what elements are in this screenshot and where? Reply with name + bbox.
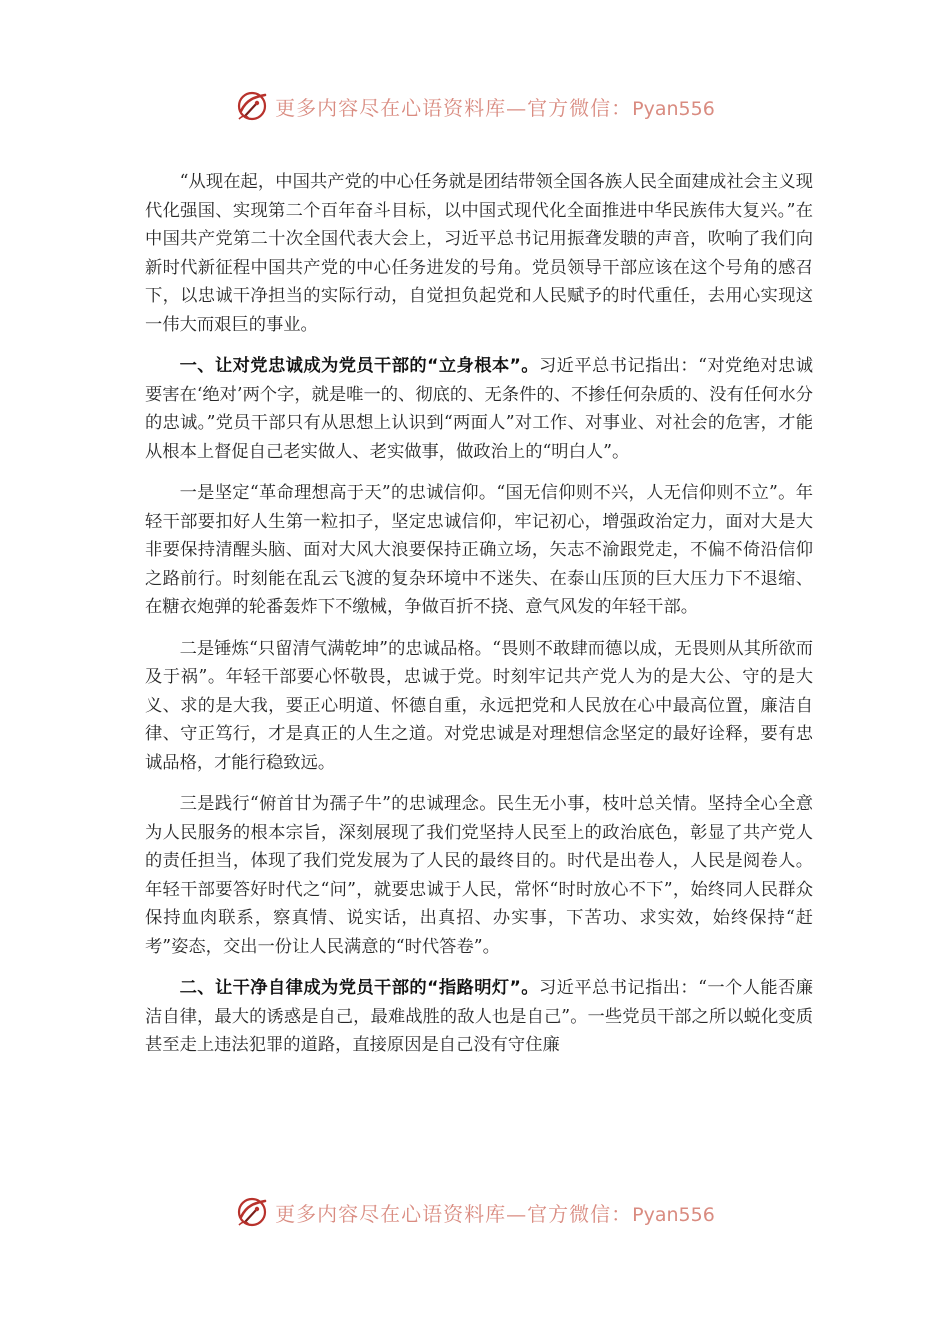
brand-logo-icon: [235, 89, 269, 123]
header-banner: [0, 84, 950, 128]
section-heading-1: 一、让对党忠诚成为党员干部的“立身根本”。: [179, 356, 539, 376]
document-body: [145, 168, 813, 1073]
paragraph-intro: “从现在起，中国共产党的中心任务就是团结带领全国各族人民全面建成社会主义现代化强国、实现第二个百年奋斗目标，以中国式现代化全面推进中华民族伟大复兴。”在中国共产党第二十次全国代表大会上，习近平总书记用振聋发聩的声音，吹响了我们向新时代新征程中国共产党的中心任务进发的号角。党员领导干部应该在这个号角的感召下，以忠诚干净担当的实际行动，自觉担负起党和人民赋予的时代重任，去用心实现这一伟大而艰巨的事业。: [145, 172, 813, 335]
paragraph-point-2: 二是锤炼“只留清气满乾坤”的忠诚品格。“畏则不敢肆而德以成，无畏则从其所欲而及于祸”。年轻干部要心怀敬畏，忠诚于党。时刻牢记共产党人为的是大公、守的是大义、求的是大我，要正心明道、怀德自重，永远把党和人民放在心中最高位置，廉洁自律、守正笃行，才是真正的人生之道。对党忠诚是对理想信念坚定的最好诠释，要有忠诚品格，才能行稳致远。: [145, 638, 813, 773]
paragraph-point-3: 三是践行“俯首甘为孺子牛”的忠诚理念。民生无小事，枝叶总关情。坚持全心全意为人民服务的根本宗旨，深刻展现了我们党坚持人民至上的政治底色，彰显了共产党人的责任担当，体现了我们党发展为了人民的最终目的。时代是出卷人，人民是阅卷人。年轻干部要答好时代之“问”，就要忠诚于人民，常怀“时时放心不下”，始终同人民群众保持血肉联系，察真情、说实话，出真招、办实事，下苦功、求实效，始终保持“赶考”姿态，交出一份让人民满意的“时代答卷”。: [145, 794, 813, 957]
section-heading-2: 二、让干净自律成为党员干部的“指路明灯”。: [179, 978, 539, 998]
banner-text: 更多内容尽在心语资料库—官方微信：Pyan556: [275, 95, 715, 120]
wechat-id: Pyan556: [632, 1203, 715, 1226]
wechat-id: Pyan556: [632, 97, 715, 120]
paragraph-point-1: 一是坚定“革命理想高于天”的忠诚信仰。“国无信仰则不兴，人无信仰则不立”。年轻干部要扣好人生第一粒扣子，坚定忠诚信仰，牢记初心，增强政治定力，面对大是大非要保持清醒头脑、面对大风大浪要保持正确立场，矢志不渝跟党走，不偏不倚沿信仰之路前行。时刻能在乱云飞渡的复杂环境中不迷失、在泰山压顶的巨大压力下不退缩、在糖衣炮弹的轮番轰炸下不缴械，争做百折不挠、意气风发的年轻干部。: [145, 483, 813, 617]
brand-logo-icon: [235, 1195, 269, 1229]
paragraph-section-2: 二、让干净自律成为党员干部的“指路明灯”。习近平总书记指出：“一个人能否廉洁自律，最大的诱惑是自己，最难战胜的敌人也是自己”。一些党员干部之所以蜕化变质甚至走上违法犯罪的道路，直接原因是自己没有守住廉: [145, 978, 814, 1055]
paragraph-section-1: 一、让对党忠诚成为党员干部的“立身根本”。习近平总书记指出：“对党绝对忠诚要害在‘绝对’两个字，就是唯一的、彻底的、无条件的、不掺任何杂质的、没有任何水分的忠诚。”党员干部只有从思想上认识到“两面人”对工作、对事业、对社会的危害，才能从根本上督促自己老实做人、老实做事，做政治上的“明白人”。: [145, 356, 814, 462]
banner-text: 更多内容尽在心语资料库—官方微信：Pyan556: [275, 1201, 715, 1226]
footer-banner: [0, 1190, 950, 1234]
